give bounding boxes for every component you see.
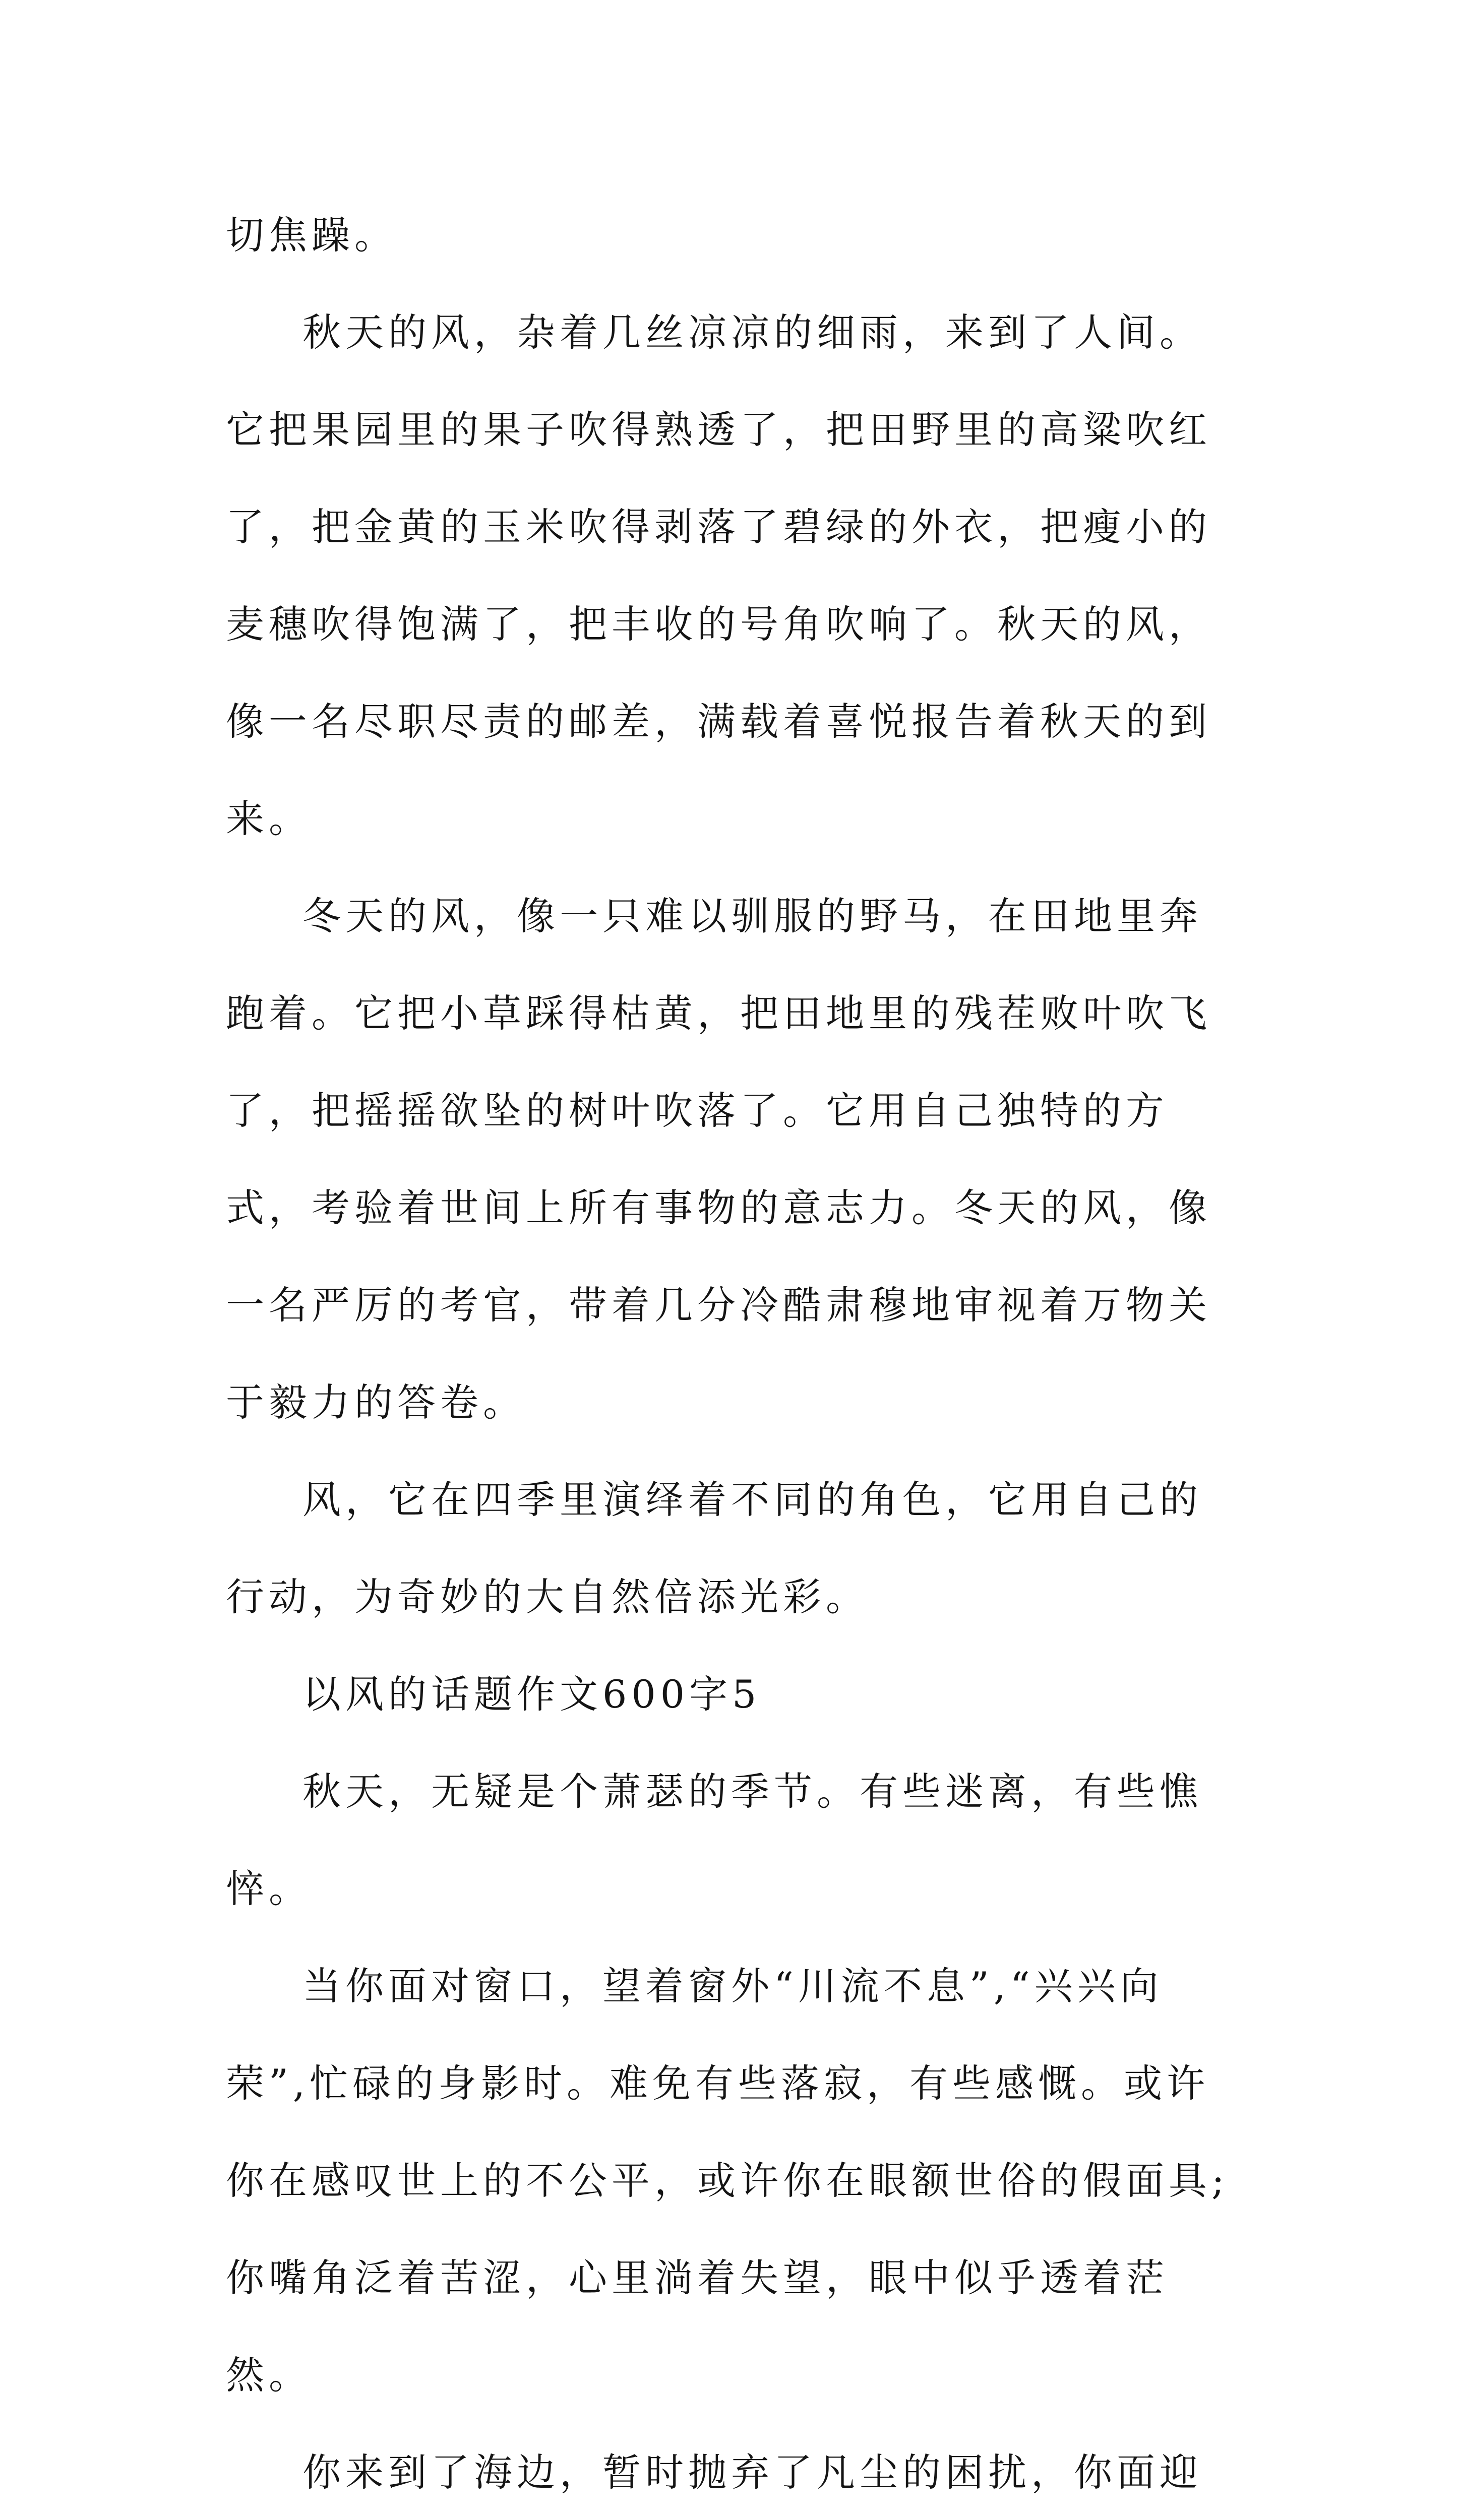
paragraph-window: 当你面对窗口，望着窗外“川流不息”,“兴兴向荣”,忙碌的身影时。难免有些落寂，有些感慨。或许你在感叹世上的不公平，或许你在眼额世俗的假面具;你嘴角泛着苦涩，心里淌着失望，眼中似乎透着茫然。 — [226, 1964, 1229, 2398]
paragraph-continuation: 切焦躁。 — [226, 213, 397, 258]
paragraph-autumn-intro: 秋天，无疑是个萧瑟的季节。有些迷离，有些憔悴。 — [226, 1769, 1202, 1911]
document-body — [226, 186, 1244, 2520]
paragraph-winter-wind: 冬天的风，像一只难以驯服的野马，在田地里奔跑着。它把小草踩得枯黄，把田地里的残茬败叶吹飞了，把摇摇欲坠的树叶吹落了。它用自己独特的方式，考验着世间上所有事物的意志力。冬天的风，像一名严厉的考官，带着几分冷酷肃穆地审视着万物关于毅力的答卷。 — [226, 894, 1211, 1425]
paragraph-conclusion: 风，它在四季里演绎着不同的角色，它用自己的行动，为奇妙的大自然倍添光彩。 — [226, 1477, 1202, 1619]
paragraph-autumn-wind: 秋天的风，杂着几丝凉凉的细雨，来到了人间。它把果园里的果子吹得熟透了，把田野里的高粱吹红了，把金黄的玉米吹得剥落了碧绿的外衣，把瘦小的麦穗吹得饱满了，把丰收的号角吹响了。秋天的风，像一名尽职尽责的邮差，满载着喜悦报告着秋天的到来。 — [226, 310, 1211, 841]
paragraph-seaside: 你来到了海边，暂时抛弃了凡尘的困扰，你面迎 — [302, 2450, 1202, 2495]
essay-heading: 以风的话题作文600字5 — [302, 1672, 761, 1717]
